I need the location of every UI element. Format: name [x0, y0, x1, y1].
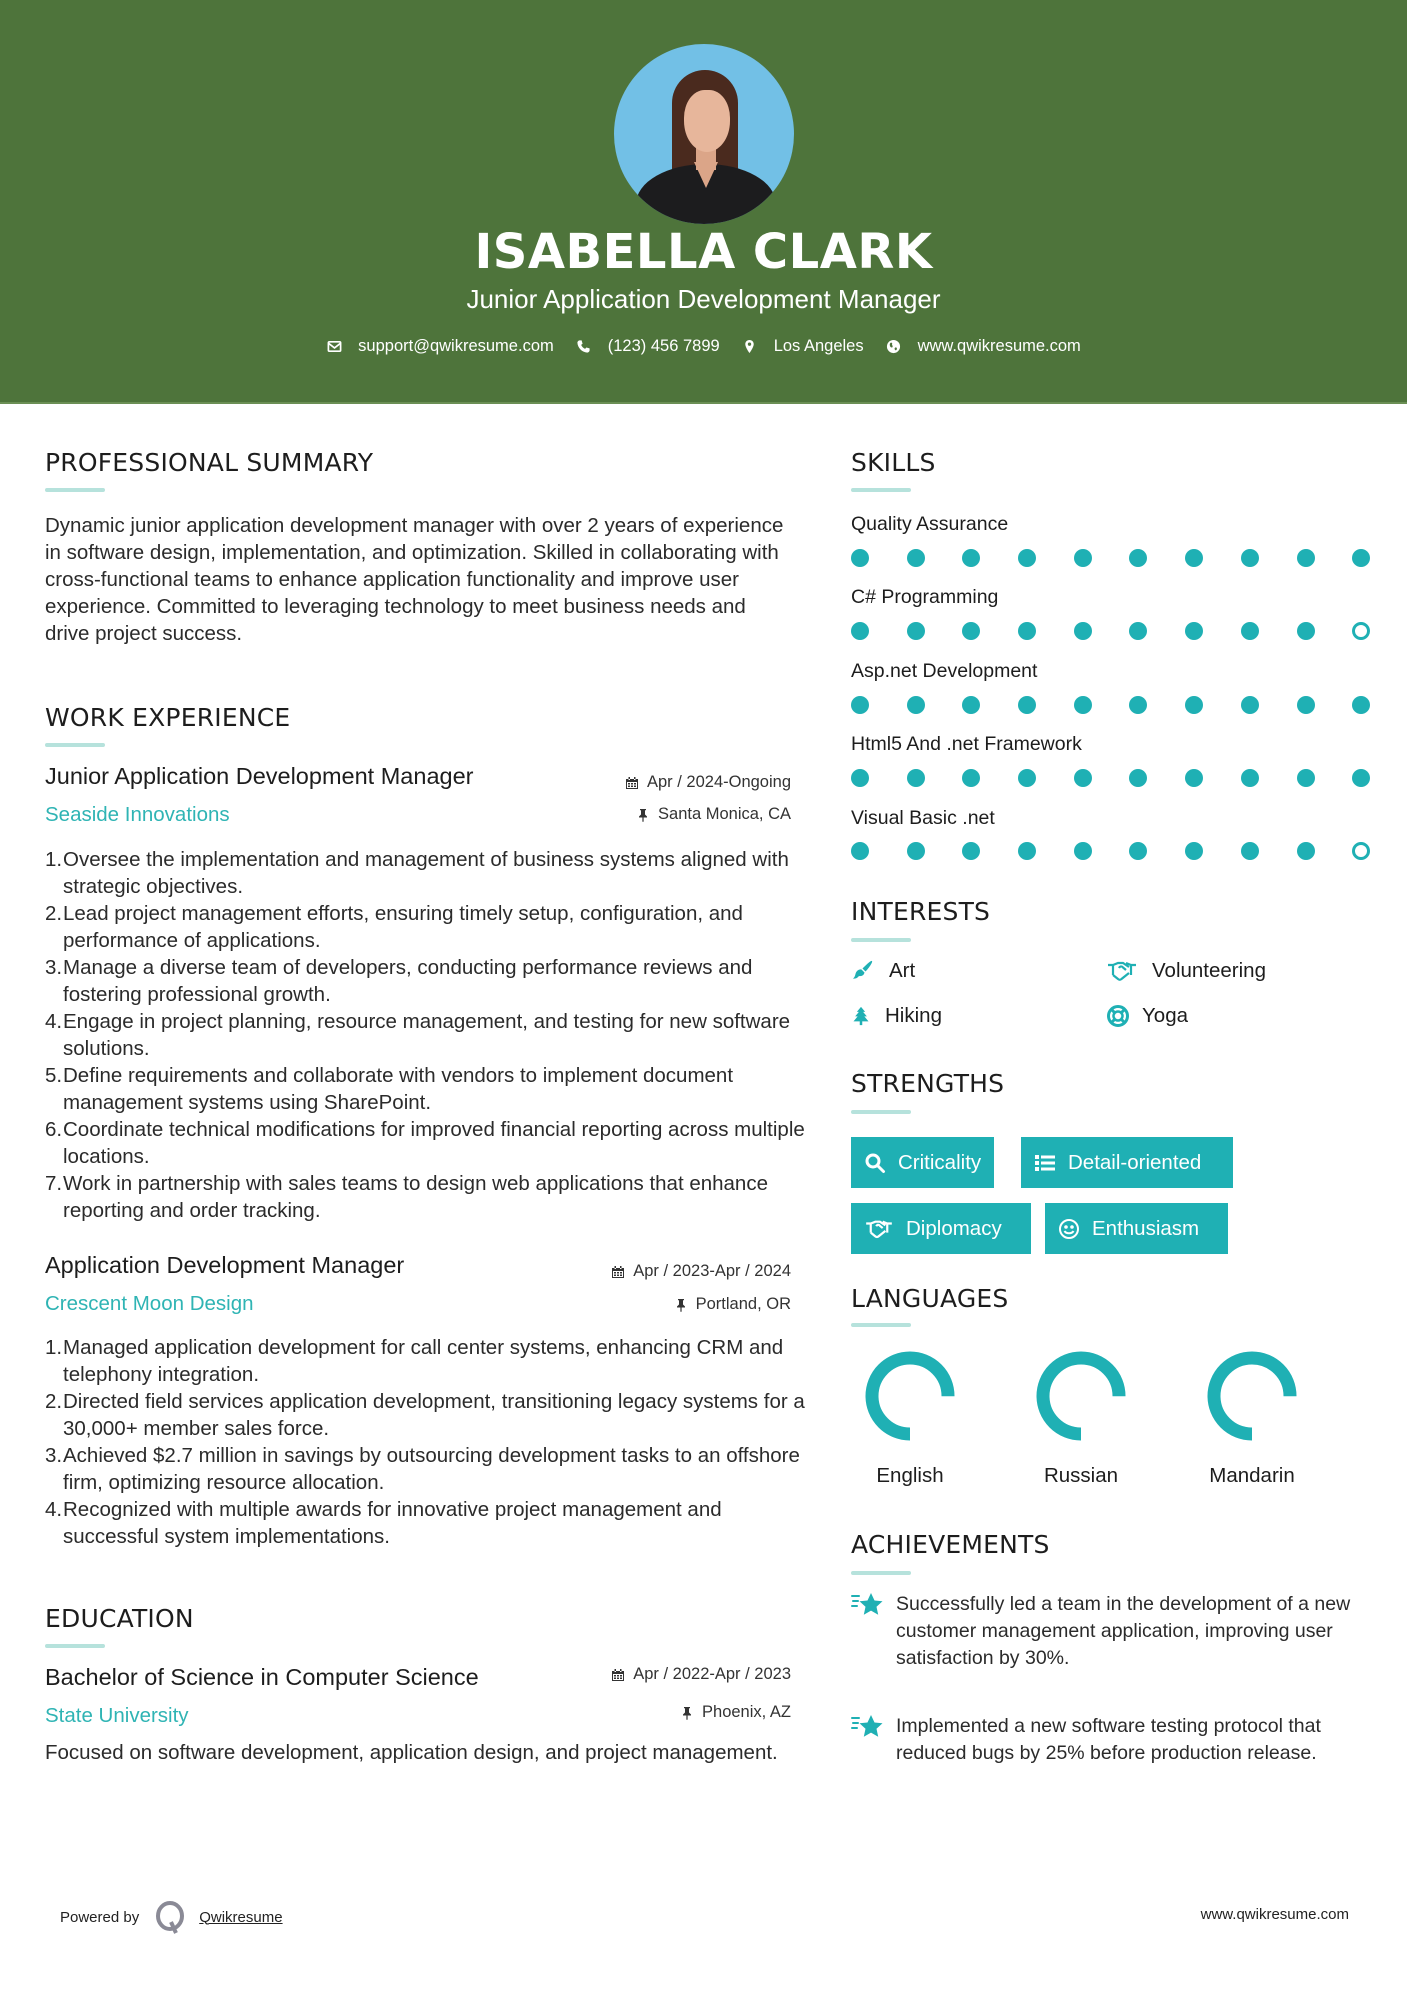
contact-email-text: support@qwikresume.com — [358, 337, 554, 355]
achievement-item — [851, 1713, 1371, 1767]
contact-phone[interactable] — [576, 337, 720, 356]
paint-brush-icon — [851, 959, 875, 983]
skill-dot-filled — [907, 769, 925, 787]
skill-dot-filled — [1129, 769, 1147, 787]
skill-dot-filled — [1074, 696, 1092, 714]
map-pin-icon — [742, 339, 758, 355]
education-description: Focused on software development, application design, and project management. — [45, 1741, 778, 1764]
strength-label: Detail-oriented — [1068, 1150, 1202, 1174]
skill-dot-filled — [1018, 842, 1036, 860]
skill-dot-filled — [1129, 842, 1147, 860]
job-dates-text: Apr / 2023-Apr / 2024 — [633, 1262, 791, 1280]
interest-item-art — [851, 959, 915, 983]
job-location-text: Santa Monica, CA — [658, 805, 791, 823]
profile-photo — [614, 44, 794, 224]
education-location-text: Phoenix, AZ — [702, 1703, 791, 1721]
contact-bar — [0, 337, 1407, 356]
section-heading-strengths: STRENGTHS — [851, 1069, 1005, 1098]
interest-label: Volunteering — [1152, 959, 1266, 982]
achievement-text: Successfully led a team in the development of a new customer management application, improving user satisfaction by 30%. — [896, 1593, 1351, 1669]
language-progress-ring — [1206, 1350, 1298, 1442]
skill-dot-filled — [1297, 696, 1315, 714]
skill-dot-filled — [1074, 622, 1092, 640]
section-heading-skills: SKILLS — [851, 448, 936, 477]
skill-dot-filled — [907, 622, 925, 640]
skill-dot-filled — [1129, 622, 1147, 640]
list-item: Directed field services application development, transitioning legacy systems for a 30,000+ member sales force. — [63, 1390, 805, 1440]
section-heading-education: EDUCATION — [45, 1604, 194, 1633]
language-progress-ring — [1035, 1350, 1127, 1442]
job-location — [674, 1295, 791, 1314]
tree-icon — [851, 1004, 871, 1028]
skill-dot-filled — [1074, 549, 1092, 567]
skill-dot-filled — [1241, 549, 1259, 567]
list-item: Oversee the implementation and management of business systems aligned with strategic objectives. — [63, 848, 789, 898]
list-item: Achieved $2.7 million in savings by outsourcing development tasks to an offshore firm, optimizing resource allocation. — [63, 1444, 800, 1494]
skill-name: Visual Basic .net — [851, 807, 995, 829]
pushpin-icon — [674, 1298, 688, 1312]
calendar-icon — [611, 1668, 625, 1682]
section-underline — [45, 743, 105, 747]
section-underline — [851, 1323, 911, 1327]
skill-dot-filled — [1297, 549, 1315, 567]
skill-dot-filled — [962, 842, 980, 860]
calendar-icon — [625, 776, 639, 790]
section-underline — [45, 1644, 105, 1648]
strength-tag-diplomacy — [851, 1203, 1031, 1254]
skill-dot-empty — [1352, 622, 1370, 640]
contact-phone-text: (123) 456 7899 — [607, 337, 720, 355]
resume-header — [0, 0, 1407, 404]
section-heading-experience: WORK EXPERIENCE — [45, 703, 291, 732]
interest-label: Yoga — [1142, 1004, 1188, 1027]
skill-dot-filled — [907, 549, 925, 567]
strength-label: Criticality — [898, 1150, 982, 1174]
language-progress-ring — [864, 1350, 956, 1442]
degree-title: Bachelor of Science in Computer Science — [45, 1664, 479, 1690]
list-item: Engage in project planning, resource management, and testing for new software solutions. — [63, 1010, 791, 1060]
list-item: Recognized with multiple awards for innovative project management and successful system implementations. — [63, 1498, 722, 1548]
handshake-icon — [864, 1218, 894, 1240]
company-name[interactable]: Seaside Innovations — [45, 803, 230, 826]
skill-dot-filled — [1129, 696, 1147, 714]
language-item — [855, 1350, 965, 1488]
skill-dot-filled — [907, 696, 925, 714]
job-dates — [625, 773, 791, 792]
skill-dot-filled — [1018, 696, 1036, 714]
company-name[interactable]: Crescent Moon Design — [45, 1292, 254, 1315]
skill-dot-filled — [851, 549, 869, 567]
job-title: Application Development Manager — [45, 1252, 405, 1278]
skill-dot-filled — [1241, 769, 1259, 787]
section-underline — [851, 1571, 911, 1575]
education-dates — [611, 1665, 791, 1684]
skill-dot-filled — [1297, 842, 1315, 860]
summary-text: Dynamic junior application development manager with over 2 years of experience in software design, implementation, and optimization. Skilled in collaborating with cross-functional teams to enhance application functionality and improve user experience. Committed to leveraging technology to meet business needs and drive project success. — [45, 514, 784, 645]
skill-name: C# Programming — [851, 586, 999, 608]
skill-dot-empty — [1352, 842, 1370, 860]
list-item: Managed application development for call center systems, enhancing CRM and telephony integration. — [63, 1336, 784, 1386]
pushpin-icon — [636, 808, 650, 822]
strength-tag-criticality — [851, 1137, 994, 1188]
skill-dot-filled — [851, 696, 869, 714]
phone-icon — [576, 339, 592, 355]
skill-dot-filled — [1185, 549, 1203, 567]
job-location — [636, 805, 791, 824]
list-item: Lead project management efforts, ensuring timely setup, configuration, and performance of applications. — [63, 902, 743, 952]
job-dates-text: Apr / 2024-Ongoing — [646, 773, 791, 791]
skill-dot-filled — [1297, 769, 1315, 787]
interest-item-hiking — [851, 1004, 942, 1028]
star-achievement-icon — [851, 1591, 885, 1619]
skill-dot-filled — [1185, 842, 1203, 860]
interest-item-volunteering — [1106, 959, 1266, 983]
achievement-text: Implemented a new software testing protocol that reduced bugs by 25% before production release. — [896, 1715, 1321, 1764]
qwikresume-link[interactable]: Qwikresume — [199, 1908, 283, 1926]
contact-location-text: Los Angeles — [773, 337, 864, 355]
skill-dot-filled — [1074, 769, 1092, 787]
footer-website[interactable]: www.qwikresume.com — [1200, 1906, 1349, 1923]
skill-dot-filled — [1241, 842, 1259, 860]
skill-dot-filled — [1352, 696, 1370, 714]
skill-name: Html5 And .net Framework — [851, 733, 1082, 755]
skill-dot-filled — [962, 696, 980, 714]
skill-dot-filled — [1185, 622, 1203, 640]
section-heading-achievements: ACHIEVEMENTS — [851, 1530, 1050, 1559]
skill-dot-filled — [962, 622, 980, 640]
skill-dot-filled — [1185, 769, 1203, 787]
interest-label: Art — [889, 959, 916, 982]
contact-location — [742, 337, 864, 356]
job-duties-list — [45, 1334, 805, 1550]
language-item — [1026, 1350, 1136, 1488]
achievement-item — [851, 1591, 1371, 1672]
section-heading-languages: LANGUAGES — [851, 1284, 1009, 1313]
list-item: Manage a diverse team of developers, conducting performance reviews and fostering professional growth. — [63, 956, 753, 1006]
life-ring-icon — [1106, 1004, 1130, 1028]
job-duties-list — [45, 846, 805, 1224]
list-item: Define requirements and collaborate with vendors to implement document management systems using SharePoint. — [63, 1064, 734, 1114]
skill-dot-filled — [1129, 549, 1147, 567]
skill-name: Asp.net Development — [851, 660, 1038, 682]
search-icon — [864, 1152, 886, 1174]
job-title: Junior Application Development Manager — [45, 763, 474, 789]
skill-rating — [851, 549, 1407, 567]
language-item — [1197, 1350, 1307, 1488]
skill-rating — [851, 842, 1407, 860]
skill-rating — [851, 769, 1407, 787]
skill-dot-filled — [851, 622, 869, 640]
section-heading-interests: INTERESTS — [851, 897, 991, 926]
skill-dot-filled — [1074, 842, 1092, 860]
skill-dot-filled — [851, 842, 869, 860]
list-icon — [1034, 1152, 1056, 1174]
star-achievement-icon — [851, 1713, 885, 1741]
contact-website-text: www.qwikresume.com — [917, 337, 1081, 355]
skill-dot-filled — [962, 549, 980, 567]
skill-dot-filled — [1352, 549, 1370, 567]
candidate-name: ISABELLA CLARK — [474, 224, 933, 280]
skill-dot-filled — [1297, 622, 1315, 640]
language-name: Russian — [1043, 1464, 1119, 1487]
handshake-icon — [1106, 959, 1138, 983]
envelope-icon — [326, 339, 342, 355]
job-dates — [611, 1262, 791, 1281]
job-location-text: Portland, OR — [695, 1295, 791, 1313]
contact-website[interactable] — [886, 337, 1081, 356]
skill-dot-filled — [1241, 696, 1259, 714]
smile-icon — [1058, 1218, 1080, 1240]
section-underline — [851, 488, 911, 492]
strength-label: Enthusiasm — [1092, 1216, 1200, 1240]
language-name: English — [876, 1464, 944, 1487]
section-underline — [851, 938, 911, 942]
skill-dot-filled — [1241, 622, 1259, 640]
skill-name: Quality Assurance — [851, 513, 1009, 535]
skill-dot-filled — [1185, 696, 1203, 714]
powered-by-text: Powered by — [60, 1908, 140, 1926]
skill-dot-filled — [851, 769, 869, 787]
education-location — [680, 1703, 791, 1722]
contact-email[interactable] — [326, 337, 554, 356]
strength-label: Diplomacy — [906, 1216, 1002, 1240]
globe-icon — [886, 339, 902, 355]
skill-rating — [851, 696, 1407, 714]
section-heading-summary: PROFESSIONAL SUMMARY — [45, 448, 374, 477]
candidate-title: Junior Application Development Manager — [466, 284, 941, 314]
skill-dot-filled — [1352, 769, 1370, 787]
school-name[interactable]: State University — [45, 1704, 189, 1727]
skill-dot-filled — [962, 769, 980, 787]
skill-dot-filled — [1018, 622, 1036, 640]
skill-dot-filled — [1018, 769, 1036, 787]
footer-powered-by — [60, 1900, 283, 1934]
skill-rating — [851, 622, 1407, 640]
qwikresume-logo-icon — [155, 1900, 185, 1934]
pushpin-icon — [680, 1706, 694, 1720]
list-item: Coordinate technical modifications for improved financial reporting across multiple locations. — [63, 1118, 805, 1168]
list-item: Work in partnership with sales teams to design web applications that enhance reporting and order tracking. — [63, 1172, 768, 1222]
interest-label: Hiking — [885, 1004, 942, 1027]
skill-dot-filled — [1018, 549, 1036, 567]
section-underline — [45, 488, 105, 492]
strength-tag-enthusiasm — [1045, 1203, 1228, 1254]
strength-tag-detail-oriented — [1021, 1137, 1233, 1188]
skill-dot-filled — [907, 842, 925, 860]
language-name: Mandarin — [1209, 1464, 1295, 1487]
education-dates-text: Apr / 2022-Apr / 2023 — [633, 1665, 791, 1683]
calendar-icon — [611, 1265, 625, 1279]
section-underline — [851, 1110, 911, 1114]
interest-item-yoga — [1106, 1004, 1188, 1028]
